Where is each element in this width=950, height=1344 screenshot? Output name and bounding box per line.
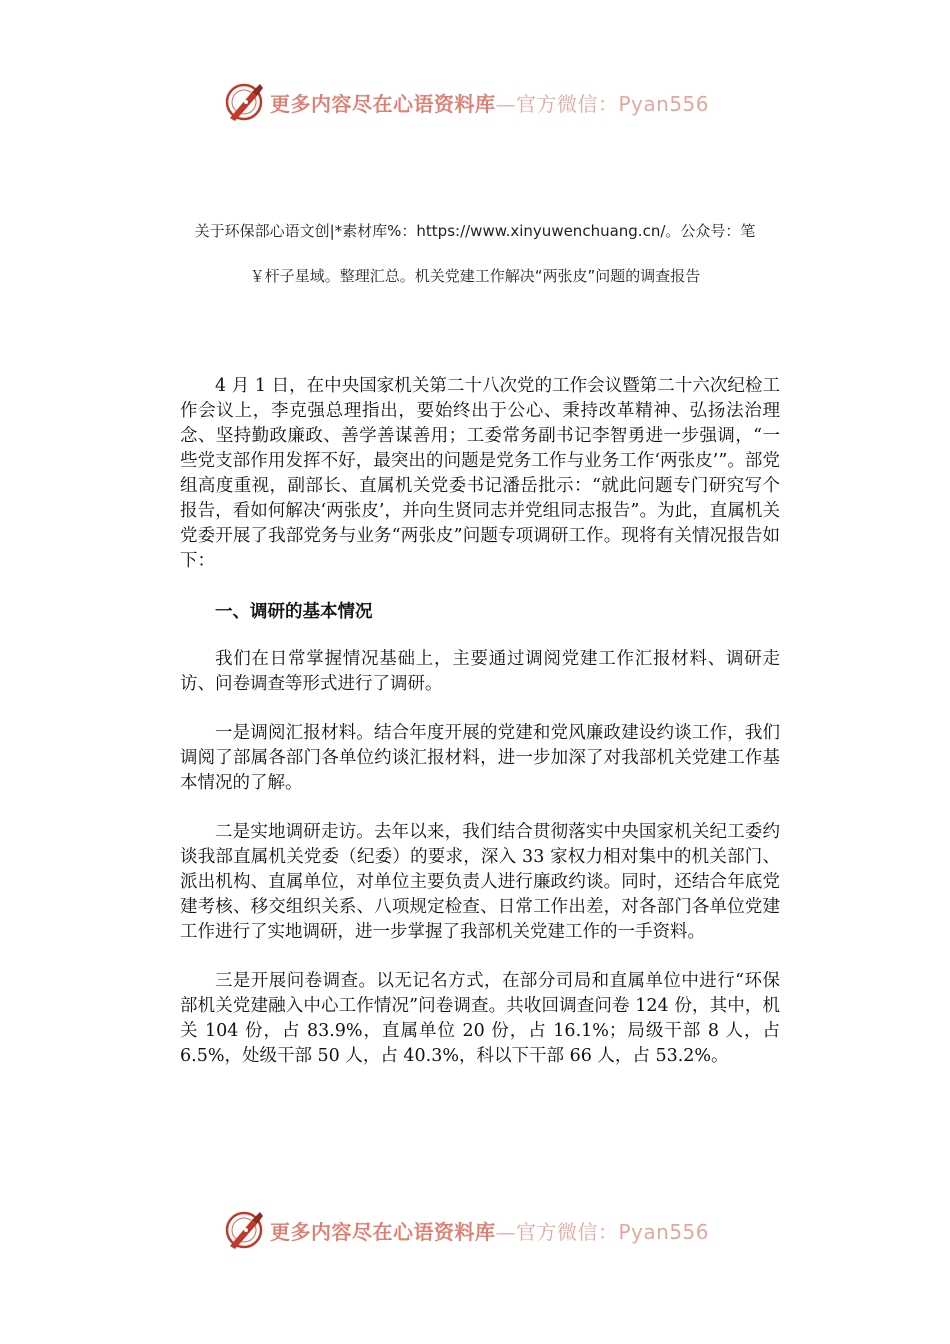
banner-dash: — xyxy=(495,1219,516,1244)
banner-brand: 更多内容尽在心语资料库 xyxy=(270,1219,496,1244)
section-1-intro-paragraph: 我们在日常掌握情况基础上，主要通过调阅党建工作汇报材料、调研走访、问卷调查等形式进行了调研。 xyxy=(180,649,780,694)
header-banner xyxy=(222,80,709,124)
document-title-line-2: ￥杆子星域。整理汇总。机关党建工作解决“两张皮”问题的调查报告 xyxy=(249,267,701,285)
footer-banner xyxy=(222,1208,709,1252)
banner-suffix: 官方微信： xyxy=(516,91,619,116)
item-1-paragraph: 一是调阅汇报材料。结合年度开展的党建和党风廉政建设约谈工作，我们调阅了部属各部门各单位约谈汇报材料，进一步加深了对我部机关党建工作基本情况的了解。 xyxy=(180,723,780,793)
pen-nib-logo-icon xyxy=(222,80,266,124)
banner-handle: Pyan556 xyxy=(618,1219,710,1244)
header-banner-text xyxy=(270,88,709,117)
banner-handle: Pyan556 xyxy=(618,91,710,116)
item-2-paragraph: 二是实地调研走访。去年以来，我们结合贯彻落实中央国家机关纪工委约谈我部直属机关党委（纪委）的要求，深入 33 家权力相对集中的机关部门、派出机构、直属单位，对单位主要负责人进行廉政约谈。同时，还结合年底党建考核、移交组织关系、八项规定检查、日常工作出差，对各部门各单位党建工作进行了实地调研，进一步掌握了我部机关党建工作的一手资料。 xyxy=(180,822,780,942)
banner-dash: — xyxy=(495,91,516,116)
section-1-heading: 一、调研的基本情况 xyxy=(215,602,373,622)
intro-paragraph: 4 月 1 日，在中央国家机关第二十八次党的工作会议暨第二十六次纪检工作会议上，李克强总理指出，要始终出于公心、秉持改革精神、弘扬法治理念、坚持勤政廉政、善学善谋善用；工委常务副书记李智勇进一步强调，“一些党支部作用发挥不好，最突出的问题是党务工作与业务工作‘两张皮’”。部党组高度重视，副部长、直属机关党委书记潘岳批示：“就此问题专门研究写个报告，看如何解决‘两张皮’，并向生贤同志并党组同志报告”。为此，直属机关党委开展了我部党务与业务“两张皮”问题专项调研工作。现将有关情况报告如下： xyxy=(180,376,780,571)
document-body xyxy=(180,374,780,1093)
banner-brand: 更多内容尽在心语资料库 xyxy=(270,91,496,116)
item-3-paragraph: 三是开展问卷调查。以无记名方式，在部分司局和直属单位中进行“环保部机关党建融入中心工作情况”问卷调查。共收回调查问卷 124 份，其中，机关 104 份，占 83.9%，直属单位 20 份，占 16.1%；局级干部 8 人，占 6.5%，处级干部 50 人，占 40.3%，科以下干部 66 人，占 53.2%。 xyxy=(180,971,780,1066)
pen-nib-logo-icon xyxy=(222,1208,266,1252)
footer-banner-text xyxy=(270,1216,709,1245)
banner-suffix: 官方微信： xyxy=(516,1219,619,1244)
document-title-line-1: 关于环保部心语文创|*素材库%：https://www.xinyuwenchuang.cn/。公众号：笔 xyxy=(194,222,756,240)
